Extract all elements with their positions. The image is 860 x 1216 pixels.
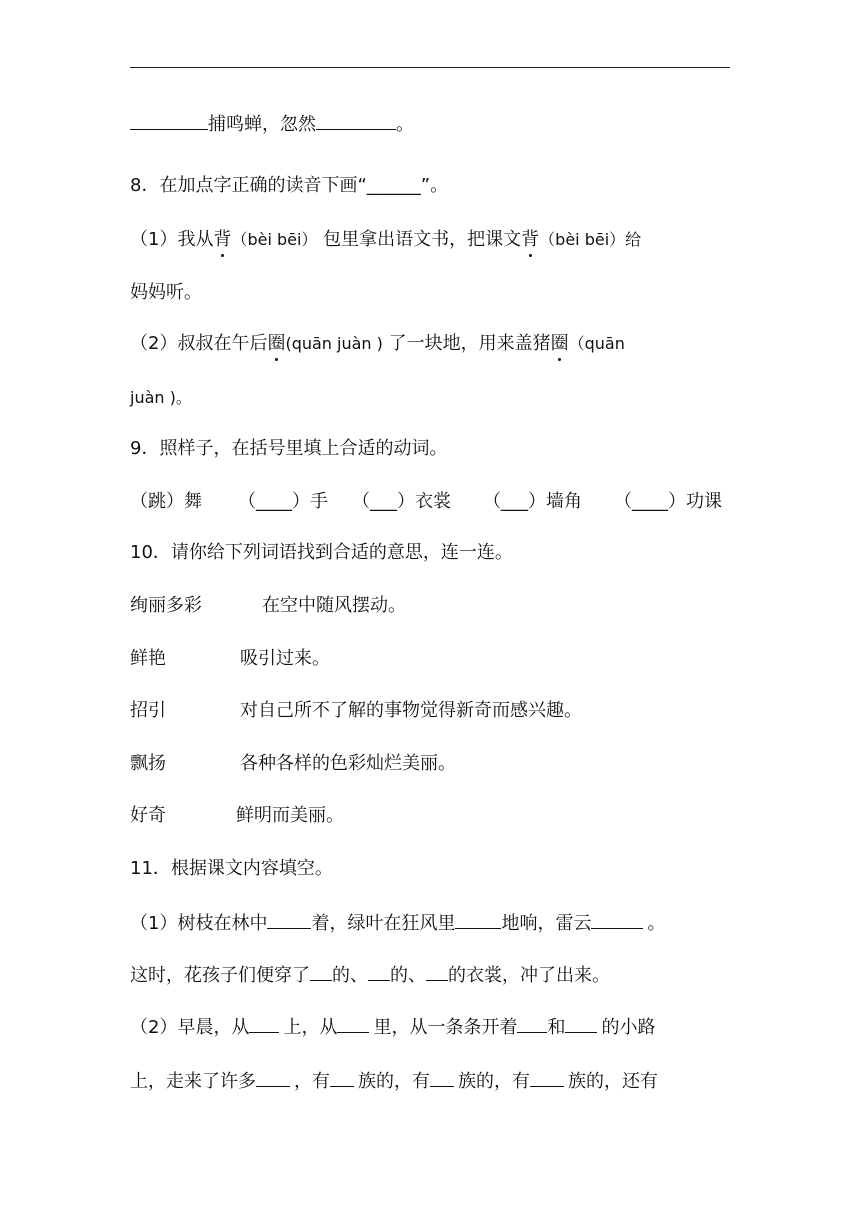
q9-item: （跳）舞 (130, 491, 202, 512)
item-number: （1） (130, 913, 178, 934)
question-8-title: 8．在加点字正确的读音下画“______”。 (130, 175, 449, 196)
answer-blank[interactable] (249, 1014, 279, 1033)
pinyin-options[interactable]: （quān (568, 334, 625, 353)
text: 了一块地，用来盖猪 (382, 333, 551, 354)
answer-blank[interactable] (310, 962, 332, 981)
text: 捕鸣蝉，忽然 (208, 114, 316, 135)
item-number: （1） (130, 229, 178, 250)
text: 包里拿出语文书，把课文 (317, 229, 522, 250)
q10-meaning[interactable]: 鲜明而美丽。 (236, 805, 344, 826)
answer-blank[interactable] (426, 962, 448, 981)
text: 着，绿叶在狂风里 (311, 913, 456, 934)
pinyin-options[interactable]: （bèi bēi） (231, 230, 318, 249)
answer-blank[interactable] (517, 1014, 547, 1033)
answer-blank[interactable] (256, 1068, 290, 1087)
q10-term[interactable]: 好奇 (130, 805, 166, 826)
text: 族的，有 (358, 1071, 430, 1092)
text: 的、 (390, 965, 426, 986)
answer-blank[interactable] (337, 1014, 369, 1033)
q10-term[interactable]: 绚丽多彩 (130, 595, 202, 616)
text: 的、 (332, 965, 368, 986)
answer-blank[interactable] (130, 111, 208, 130)
question-10-title: 10．请你给下列词语找到合适的意思，连一连。 (130, 542, 513, 563)
question-9-title: 9．照样子，在括号里填上合适的动词。 (130, 438, 448, 459)
q10-term[interactable]: 鲜艳 (130, 648, 166, 669)
question-11-title: 11．根据课文内容填空。 (130, 858, 333, 879)
text: 树枝在林中 (177, 913, 268, 934)
q9-item[interactable]: （____）功课 (614, 491, 722, 512)
item-number: （2） (130, 333, 178, 354)
answer-blank[interactable] (330, 1068, 354, 1087)
text: 的衣裳，冲了出来。 (448, 965, 610, 986)
text: 的小路 (601, 1017, 656, 1038)
text: 里，从一条条开着 (373, 1017, 518, 1038)
q9-item[interactable]: （___）墙角 (483, 491, 582, 512)
item-number: （2） (130, 1017, 178, 1038)
text: 地响，雷云 (501, 913, 592, 934)
answer-blank[interactable] (530, 1068, 564, 1087)
q10-meaning[interactable]: 在空中随风摆动。 (262, 595, 406, 616)
text: 。 (396, 114, 414, 135)
text: 这时，花孩子们便穿了 (130, 965, 310, 986)
text: 我从 (177, 229, 214, 250)
question-8-item-1-cont: 妈妈听。 (130, 282, 202, 303)
text: 。 (647, 913, 666, 934)
question-8-item-2 (130, 332, 740, 356)
pinyin-options[interactable]: (quān juàn ) (285, 334, 383, 353)
q10-meaning[interactable]: 吸引过来。 (240, 648, 330, 669)
q11-part-1-cont (130, 962, 740, 988)
text: 上，走来了许多 (130, 1071, 256, 1092)
answer-blank[interactable] (267, 910, 311, 929)
text: 族的，有 (458, 1071, 530, 1092)
text: 早晨，从 (177, 1017, 250, 1038)
q9-item[interactable]: （___）衣裳 (352, 491, 451, 512)
answer-blank[interactable] (455, 910, 501, 929)
text: ，有 (294, 1071, 330, 1092)
answer-blank[interactable] (430, 1068, 454, 1087)
header-rule (130, 67, 730, 68)
q10-meaning[interactable]: 对自己所不了解的事物觉得新奇而感兴趣。 (240, 700, 582, 721)
q11-part-2-cont (130, 1068, 740, 1094)
q10-term[interactable]: 招引 (130, 700, 166, 721)
answer-blank[interactable] (316, 111, 396, 130)
q10-meaning[interactable]: 各种各样的色彩灿烂美丽。 (240, 753, 456, 774)
q7-tail-line (130, 111, 740, 137)
q11-part-2 (130, 1014, 740, 1040)
q11-part-1 (130, 910, 740, 936)
answer-blank[interactable] (565, 1014, 597, 1033)
text: 和 (547, 1017, 566, 1038)
dotted-char: 背 (213, 229, 232, 250)
dotted-char: 圈 (550, 333, 569, 354)
dotted-char: 圈 (267, 333, 286, 354)
question-8-item-2-cont[interactable]: juàn )。 (130, 388, 192, 407)
dotted-char: 背 (521, 229, 540, 250)
pinyin-options[interactable]: （bèi bēi）给 (539, 230, 642, 249)
q10-term[interactable]: 飘扬 (130, 753, 166, 774)
text: 上，从 (283, 1017, 338, 1038)
answer-blank[interactable] (368, 962, 390, 981)
answer-blank[interactable] (591, 910, 643, 929)
q9-item[interactable]: （____）手 (238, 491, 328, 512)
text: 族的，还有 (568, 1071, 658, 1092)
question-8-item-1 (130, 228, 740, 252)
text: 叔叔在午后 (177, 333, 268, 354)
